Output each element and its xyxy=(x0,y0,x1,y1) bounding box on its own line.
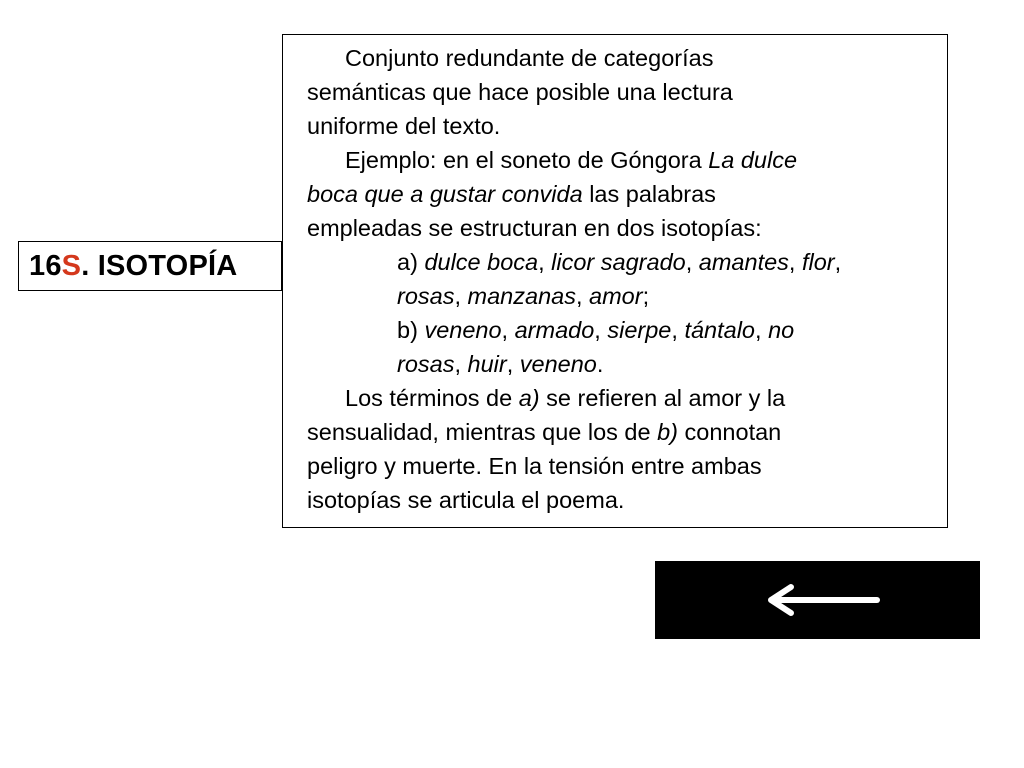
conclusion-line: isotopías se articula el poema. xyxy=(307,487,625,513)
back-button[interactable] xyxy=(655,561,980,639)
example-line: empleadas se estructuran en dos isotopías: xyxy=(307,215,762,241)
conclusion-line: peligro y muerte. En la tensión entre ambas xyxy=(307,453,762,479)
conclusion-line xyxy=(307,415,933,449)
ref-a: a) xyxy=(518,385,540,411)
example-line xyxy=(307,177,933,211)
conclusion-text: Los términos de xyxy=(345,385,519,411)
isotopy-list-a xyxy=(307,279,933,313)
conclusion-text: se refieren al amor y la xyxy=(539,385,786,411)
poem-title: boca que a gustar convida xyxy=(307,181,583,207)
definition-line: semánticas que hace posible una lectura xyxy=(307,79,733,105)
ref-b: b) xyxy=(657,419,679,445)
list-b-text: b) veneno, armado, sierpe, tántalo, no xyxy=(397,317,795,343)
term-number: 16 xyxy=(29,249,62,282)
list-a-text: rosas, manzanas, amor; xyxy=(397,283,650,309)
isotopy-list-a xyxy=(307,245,933,279)
isotopy-list-b xyxy=(307,347,933,381)
definition-box xyxy=(282,34,948,528)
definition-line: Conjunto redundante de categorías xyxy=(345,45,714,71)
conclusion-line xyxy=(307,381,933,415)
term-letter: S xyxy=(61,249,82,282)
list-b-text: rosas, huir, veneno. xyxy=(397,351,604,377)
term-title xyxy=(18,241,282,291)
example-text: las palabras xyxy=(582,181,716,207)
conclusion-text: sensualidad, mientras que los de xyxy=(307,419,658,445)
example-line xyxy=(307,143,933,177)
definition-line: uniforme del texto. xyxy=(307,113,501,139)
poem-title: La dulce xyxy=(708,147,798,173)
list-a-text: a) dulce boca, licor sagrado, amantes, flor, xyxy=(397,249,842,275)
arrow-left-icon xyxy=(761,581,881,619)
example-text: Ejemplo: en el soneto de Góngora xyxy=(345,147,709,173)
isotopy-list-b xyxy=(307,313,933,347)
conclusion-text: connotan xyxy=(678,419,782,445)
term-name: . ISOTOPÍA xyxy=(81,249,238,282)
